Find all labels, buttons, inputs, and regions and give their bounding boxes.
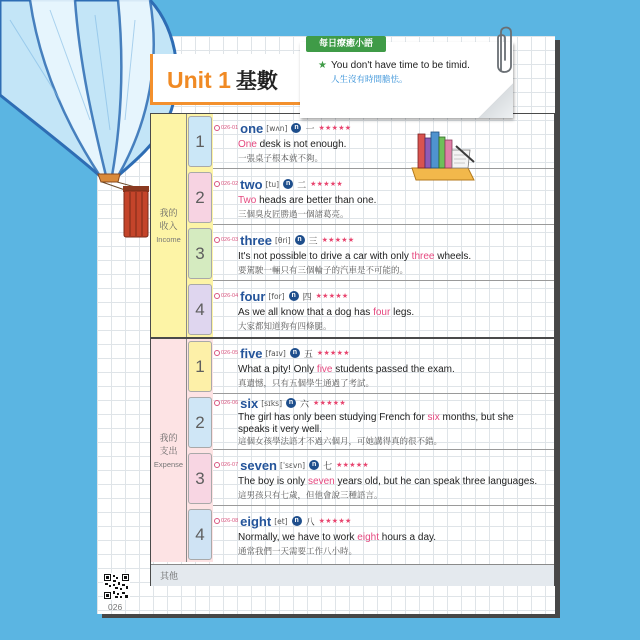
phonetic: [sɪks]	[261, 398, 283, 408]
entry-header	[214, 514, 352, 528]
track-code: 026-06	[221, 400, 239, 406]
phonetic: [et]	[274, 516, 288, 526]
rating-stars: ★★★★★	[336, 461, 369, 469]
translation: 這個女孩學法語才不過六個月，可她講得真的很不錯。	[238, 437, 443, 447]
other-row	[151, 564, 554, 586]
qr-code	[103, 573, 130, 600]
rating-stars: ★★★★★	[310, 180, 343, 188]
highlighted-word: eight	[357, 532, 379, 543]
track-code: 026-01	[221, 125, 239, 131]
entry-header	[214, 346, 350, 360]
phonetic: [θri]	[274, 235, 291, 245]
vocab-entry	[187, 226, 554, 281]
highlighted-word: six	[427, 412, 440, 423]
page-title	[167, 65, 278, 95]
part-of-speech-badge: n	[289, 291, 299, 301]
daily-quote-note	[300, 39, 513, 118]
entry-header	[214, 177, 343, 191]
sentence-text: students passed the exam.	[332, 364, 455, 375]
part-of-speech-badge: n	[291, 123, 301, 133]
vocab-entry	[187, 170, 554, 225]
vocab-word: two	[240, 176, 263, 192]
highlighted-word: seven	[308, 476, 335, 487]
sentence-text: legs.	[390, 307, 415, 318]
vocab-word: six	[240, 395, 259, 411]
example-sentence	[238, 412, 528, 435]
vocab-word: four	[240, 288, 266, 304]
phonetic: [wʌn]	[266, 123, 288, 133]
meaning: 六	[300, 399, 310, 410]
example-sentence	[238, 139, 550, 151]
sentence-text: heads are better than one.	[256, 195, 377, 206]
translation: 大家都知道狗有四條腿。	[238, 322, 332, 332]
vocab-word: three	[240, 232, 272, 248]
vocab-word: five	[240, 345, 263, 361]
vocabulary-table	[150, 113, 555, 586]
page-number: 026	[108, 602, 123, 612]
audio-icon	[214, 237, 220, 243]
meaning: 七	[323, 461, 333, 472]
entry-number: 4	[188, 509, 212, 560]
entry-header	[214, 121, 351, 135]
entry-number: 3	[188, 228, 212, 279]
section-label-zh: 我的收入	[159, 208, 178, 232]
translation: 通常我們一天需要工作八小時。	[238, 547, 358, 557]
section-label	[151, 114, 187, 337]
translation: 這男孩只有七歲，但他會說三種語言。	[238, 491, 383, 501]
vocab-entry	[187, 451, 554, 506]
part-of-speech-badge: n	[290, 348, 300, 358]
sentence-text: wheels.	[434, 251, 472, 262]
translation: 三個臭皮匠勝過一個諸葛亮。	[238, 210, 349, 220]
meaning: 五	[303, 349, 313, 360]
rating-stars: ★★★★★	[318, 517, 352, 525]
audio-icon	[214, 350, 220, 356]
track-code: 026-02	[221, 181, 239, 187]
entry-number: 1	[188, 341, 212, 392]
example-sentence	[238, 307, 550, 319]
translation: 要駕駛一輛只有三個輪子的汽車是不可能的。	[238, 266, 409, 276]
sentence-text: months, but she speaks it very well.	[238, 412, 514, 435]
part-of-speech-badge: n	[292, 516, 302, 526]
track-code: 026-08	[221, 518, 239, 524]
highlighted-word: One	[238, 139, 257, 150]
section-label-zh: 我的支出	[159, 433, 178, 457]
sentence-text: What a pity! Only	[238, 364, 317, 375]
highlighted-word: five	[316, 364, 333, 375]
part-of-speech-badge: n	[286, 398, 296, 408]
vocab-word: one	[240, 120, 264, 136]
audio-icon	[214, 181, 220, 187]
example-sentence	[238, 364, 550, 376]
rating-stars: ★★★★★	[318, 124, 352, 132]
other-label: 其他	[160, 572, 179, 582]
phonetic: [for]	[268, 291, 285, 301]
unit-title-box	[150, 54, 303, 105]
sentence-text: years old, but he can speak three languages.	[334, 476, 538, 487]
section-label-en: Expense	[153, 459, 184, 469]
track-code: 026-03	[221, 237, 239, 243]
audio-icon	[214, 518, 220, 524]
entry-number: 2	[188, 397, 212, 448]
track-code: 026-05	[221, 350, 239, 356]
entry-number: 3	[188, 453, 212, 504]
entry-number: 1	[188, 116, 212, 167]
example-sentence	[238, 476, 550, 488]
highlighted-word: Two	[238, 195, 257, 206]
sentence-text: hours a day.	[378, 532, 437, 543]
vocab-entry	[187, 395, 554, 450]
meaning: 一	[305, 124, 315, 135]
books-illustration	[408, 128, 480, 184]
section-label	[151, 339, 187, 562]
rating-stars: ★★★★★	[313, 399, 346, 407]
rating-stars: ★★★★★	[316, 349, 350, 357]
vocab-word: seven	[240, 457, 278, 473]
meaning: 八	[305, 517, 315, 528]
sentence-text: As we all know that a dog has	[238, 307, 374, 318]
part-of-speech-badge: n	[295, 235, 305, 245]
entry-number: 4	[188, 284, 212, 335]
entry-header	[214, 233, 354, 247]
unit-label: Unit 1	[167, 67, 231, 93]
example-sentence	[238, 251, 550, 263]
track-code: 026-04	[221, 293, 239, 299]
vocab-entry	[187, 114, 554, 169]
meaning: 三	[308, 236, 318, 247]
vocab-entry	[187, 507, 554, 562]
audio-icon	[214, 400, 220, 406]
daily-quote-tab: 每日療癒小語	[306, 36, 386, 52]
section-label-en: Income	[156, 234, 181, 244]
audio-icon	[214, 462, 220, 468]
entry-header	[214, 396, 346, 410]
vocab-entry	[187, 282, 554, 337]
vocab-word: eight	[240, 513, 272, 529]
sentence-text: desk is not enough.	[256, 139, 347, 150]
rating-stars: ★★★★★	[315, 292, 349, 300]
quote-chinese: 人生沒有時間膽怯。	[331, 75, 408, 85]
quote-english: You don't have time to be timid.	[331, 60, 470, 71]
rating-stars: ★★★★★	[321, 236, 355, 244]
meaning: 四	[302, 292, 312, 303]
sentence-text: It's not possible to drive a car with only	[238, 251, 412, 262]
highlighted-word: four	[373, 307, 391, 318]
phonetic: [tu]	[265, 179, 280, 189]
sentence-text: Normally, we have to work	[238, 532, 358, 543]
phonetic: [faɪv]	[265, 348, 286, 358]
part-of-speech-badge: n	[309, 460, 319, 470]
entry-header	[214, 289, 349, 303]
track-code: 026-07	[221, 462, 239, 468]
sentence-text: The girl has only been studying French for	[238, 412, 428, 423]
entry-number: 2	[188, 172, 212, 223]
star-icon: ★	[318, 60, 327, 71]
audio-icon	[214, 293, 220, 299]
audio-icon	[214, 125, 220, 131]
vocab-entry	[187, 339, 554, 394]
unit-title: 基數	[235, 69, 278, 93]
example-sentence	[238, 532, 550, 544]
phonetic: [ˈsɛvn]	[280, 460, 306, 470]
example-sentence	[238, 195, 550, 207]
entry-header	[214, 458, 369, 472]
translation: 真遺憾，只有五個學生通過了考試。	[238, 379, 375, 389]
paper-clip-icon	[494, 24, 516, 78]
sentence-text: The boy is only	[238, 476, 309, 487]
part-of-speech-badge: n	[283, 179, 293, 189]
meaning: 二	[297, 180, 307, 191]
translation: 一張桌子根本就不夠。	[238, 154, 324, 164]
highlighted-word: three	[411, 251, 435, 262]
